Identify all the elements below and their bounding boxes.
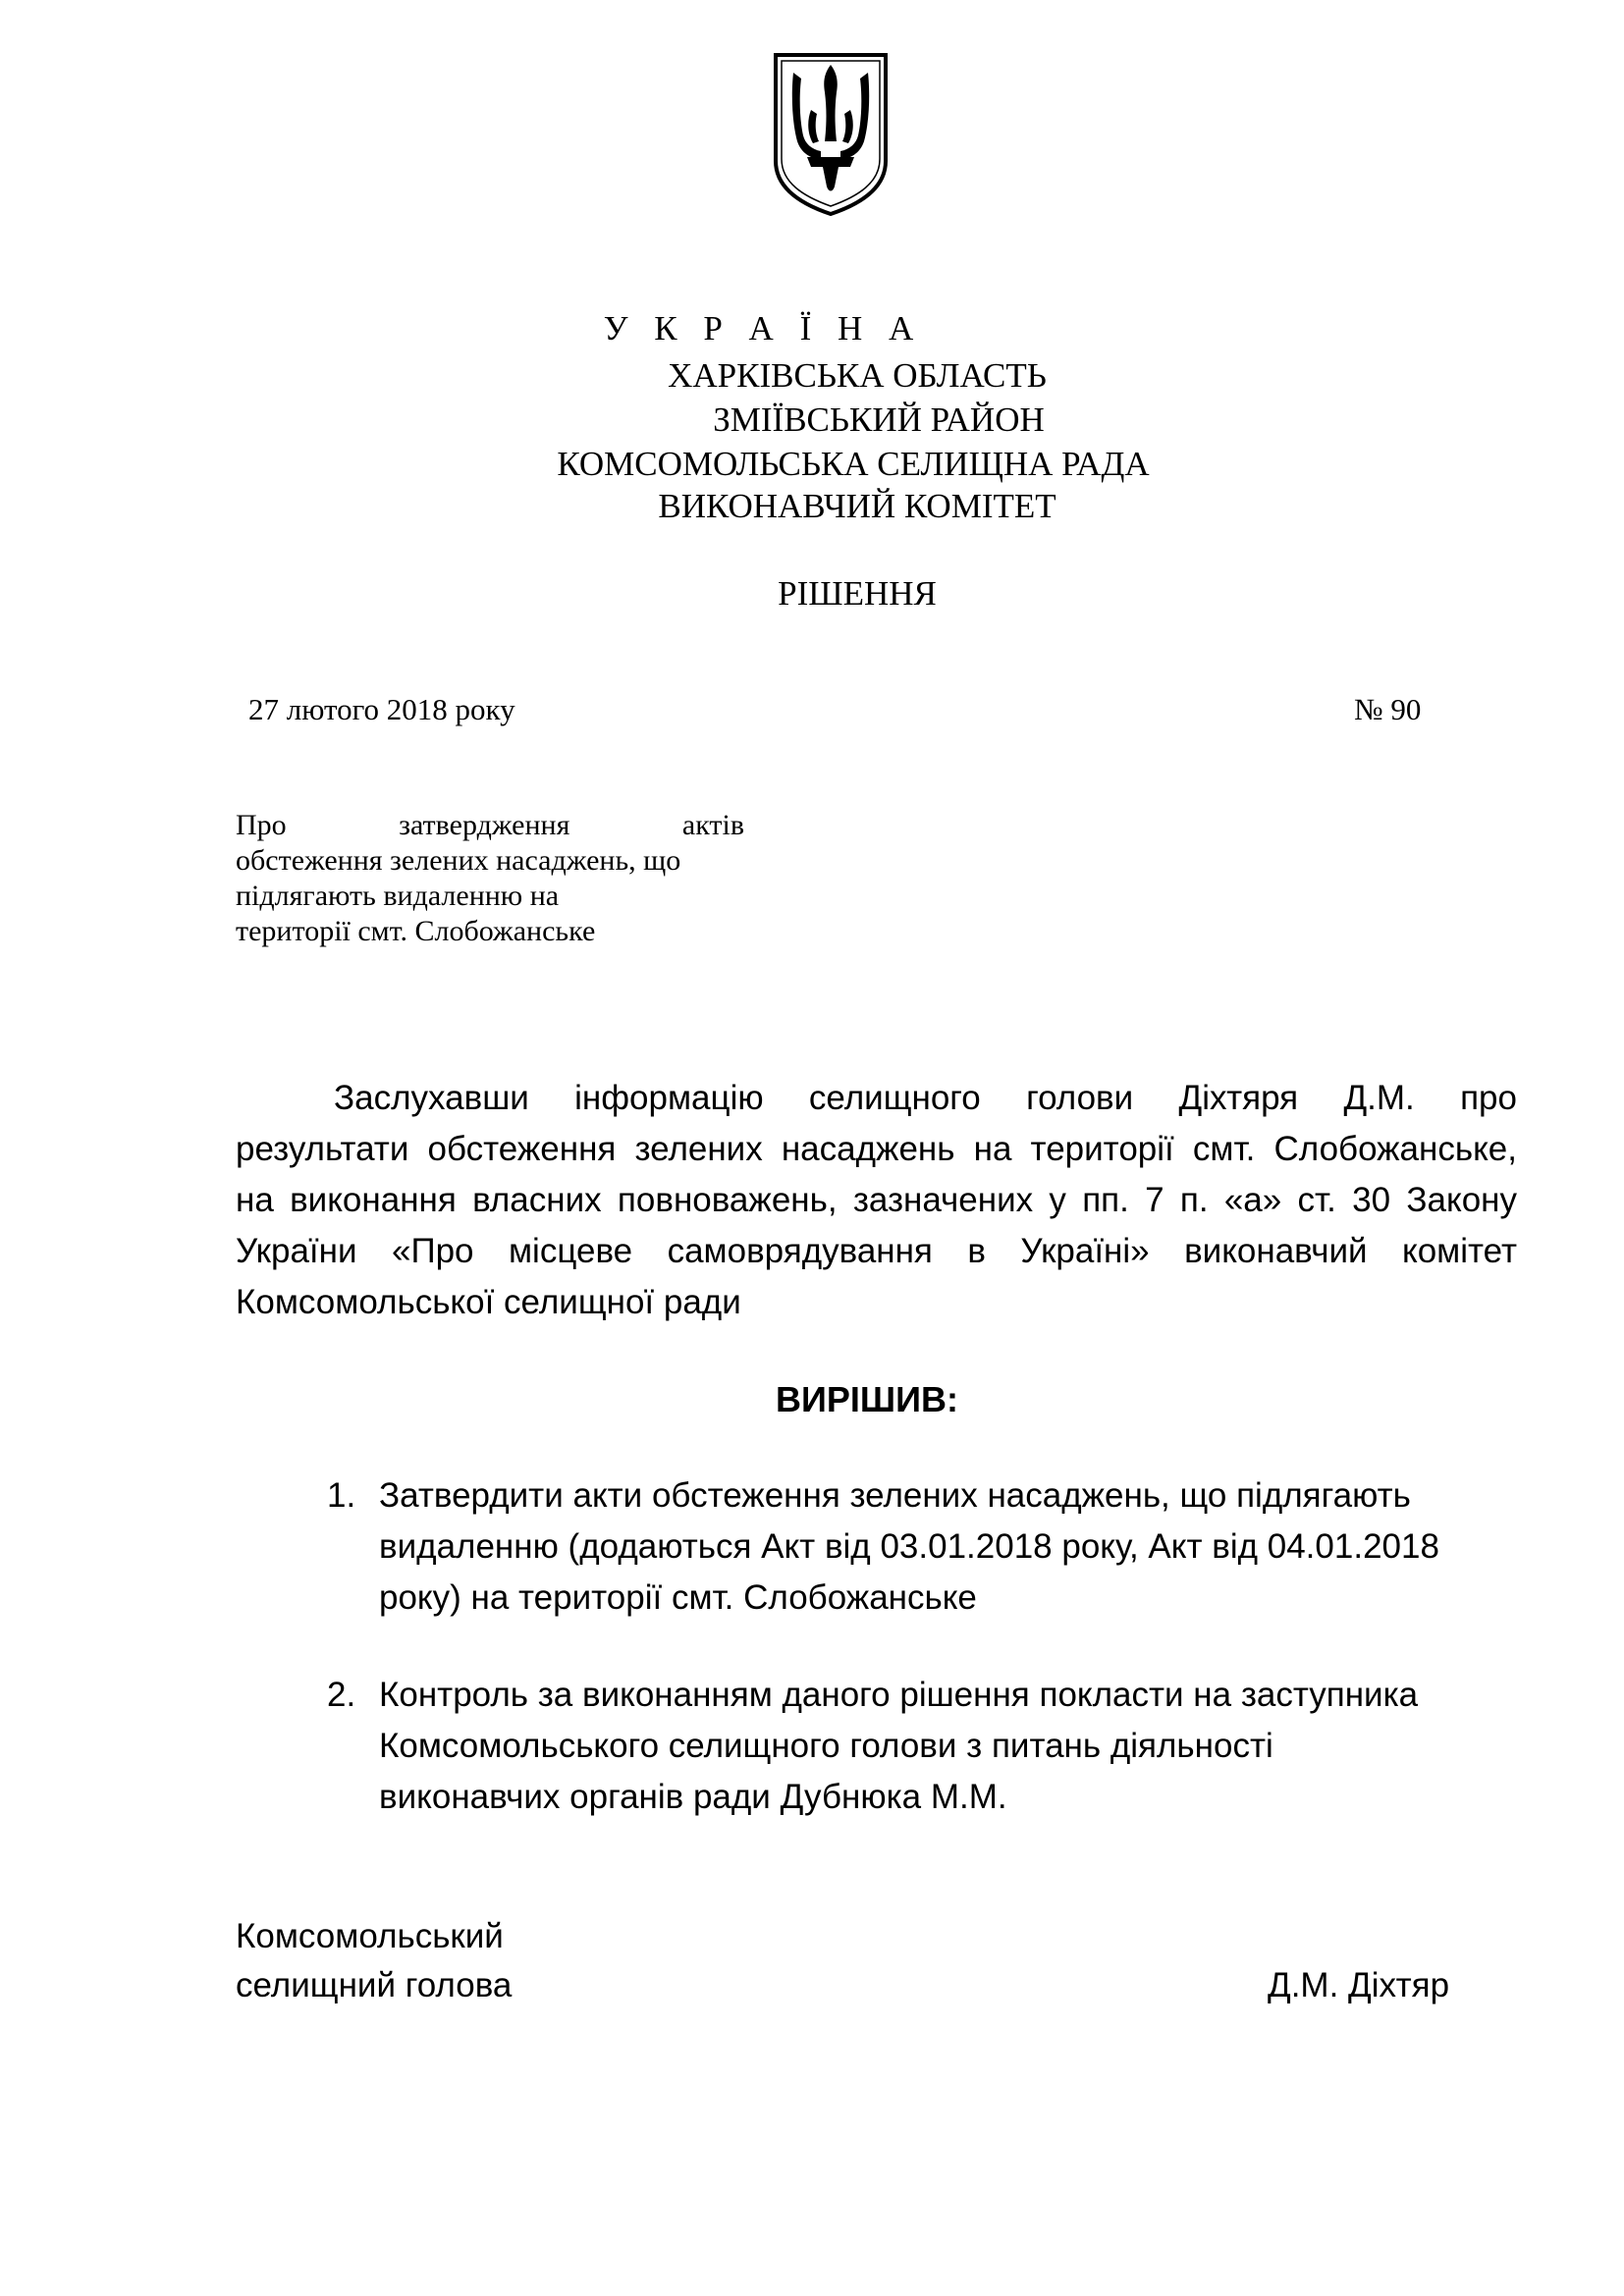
signatory-position: Комсомольський [236, 1917, 504, 1955]
header-council: КОМСОМОЛЬСЬКА СЕЛИЩНА РАДА [557, 445, 1150, 483]
item-line: виконавчих органів ради Дубнюка М.М. [379, 1778, 1007, 1816]
header-country: У К Р А Ї Н А [603, 309, 923, 347]
item-line: Контроль за виконанням даного рішення покласти на заступника [379, 1676, 1419, 1714]
item-line: Комсомольського селищного голови з питань діяльності [379, 1727, 1273, 1765]
header-district: ЗМІЇВСЬКИЙ РАЙОН [713, 400, 1045, 439]
preamble-line: результати обстеження зелених насаджень на території смт. Слобожанське, [236, 1130, 1517, 1168]
item-text [379, 1470, 1498, 1624]
document-date: 27 лютого 2018 року [248, 692, 515, 726]
subject-line: території смт. Слобожанське [236, 915, 596, 947]
document-title: РІШЕННЯ [778, 574, 937, 613]
subject-line: обстеження зелених насаджень, що [236, 844, 681, 877]
item-number: 1. [327, 1476, 356, 1515]
item-line: Затвердити акти обстеження зелених насаджень, що підлягають [379, 1476, 1411, 1515]
ukraine-coat-of-arms-icon [772, 51, 890, 218]
subject-line: Про затвердження актів [236, 809, 744, 841]
preamble-line: України «Про місцеве самоврядування в Україні» виконавчий комітет [236, 1232, 1517, 1270]
preamble-line: на виконання власних повноважень, зазначених у пп. 7 п. «а» ст. 30 Закону [236, 1181, 1517, 1219]
item-number: 2. [327, 1676, 356, 1714]
header-committee: ВИКОНАВЧИЙ КОМІТЕТ [658, 487, 1056, 525]
preamble-line: Заслухавши інформацію селищного голови Діхтяря Д.М. про [334, 1079, 1517, 1117]
item-text [379, 1670, 1498, 1823]
item-line: видаленню (додаються Акт від 03.01.2018 року, Акт від 04.01.2018 [379, 1527, 1439, 1566]
preamble-line: Комсомольської селищної ради [236, 1283, 741, 1321]
document-subject [236, 808, 744, 949]
document-number: № 90 [1354, 692, 1422, 726]
signatory-name: Д.М. Діхтяр [1268, 1966, 1450, 2004]
preamble-paragraph [236, 1073, 1517, 1328]
item-line: року) на території смт. Слобожанське [379, 1578, 977, 1617]
signatory-position: селищний голова [236, 1966, 513, 2004]
resolved-heading: ВИРІШИВ: [776, 1379, 958, 1419]
subject-line: підлягають видаленню на [236, 880, 560, 912]
header-oblast: ХАРКІВСЬКА ОБЛАСТЬ [668, 356, 1047, 395]
